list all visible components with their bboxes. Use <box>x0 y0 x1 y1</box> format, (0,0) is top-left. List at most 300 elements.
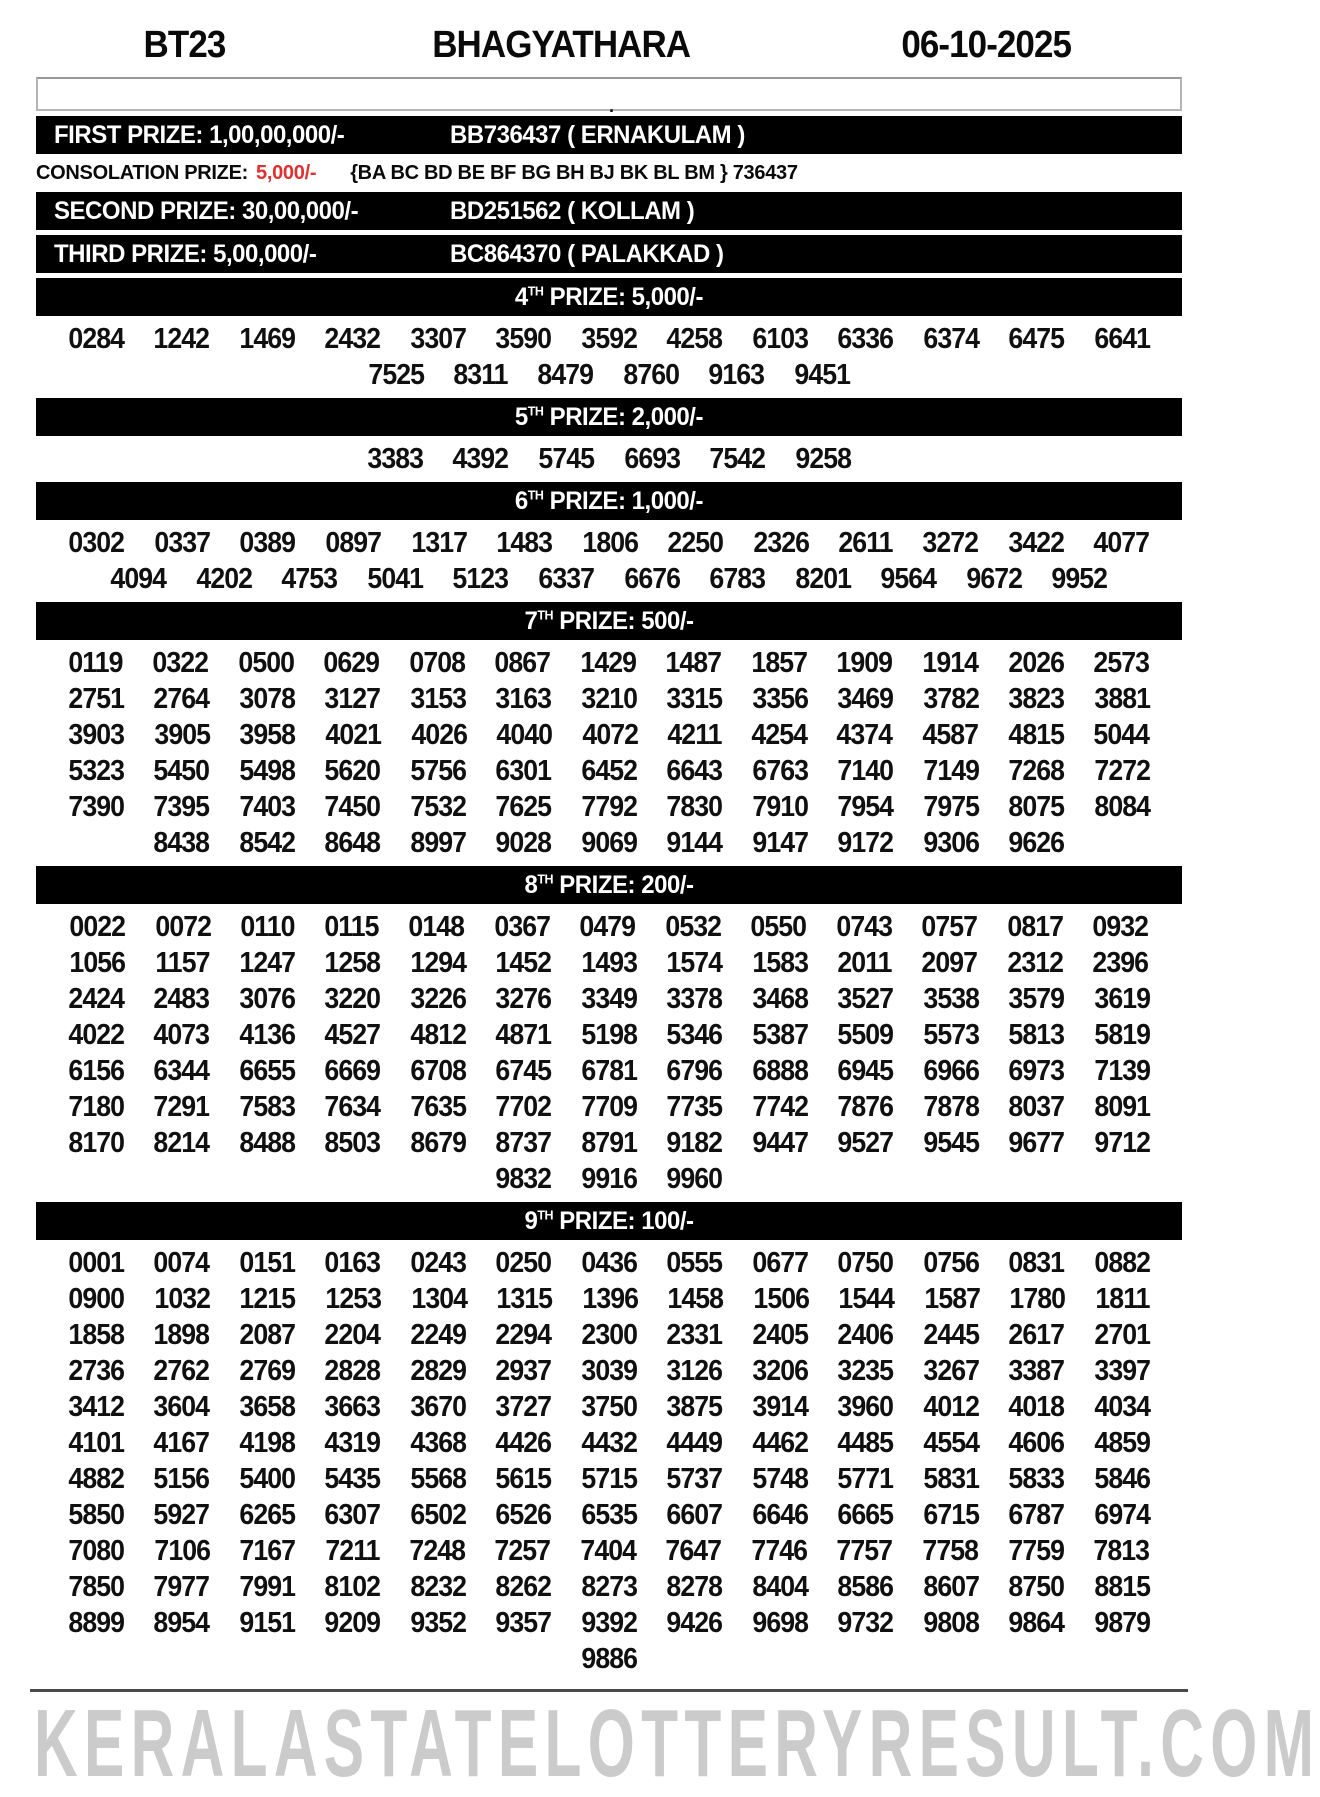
prize-number: 4368 <box>410 1427 466 1459</box>
prize-number: 8479 <box>537 359 594 391</box>
consolation-row <box>36 159 1182 187</box>
prize-number: 3750 <box>581 1391 637 1423</box>
prize-number: 6693 <box>623 443 680 475</box>
prize-number: 2326 <box>752 527 809 559</box>
prize-number-row <box>0 1569 1218 1605</box>
prize-number: 7140 <box>837 755 894 787</box>
prize-number-row <box>0 681 1218 717</box>
prize-number: 4554 <box>923 1427 979 1459</box>
prize-section-title: 9TH PRIZE: 100/- <box>524 1206 694 1235</box>
prize-number: 3307 <box>410 323 466 355</box>
prize-number: 8542 <box>239 827 295 859</box>
prize-number: 1258 <box>324 947 381 979</box>
prize-number: 9426 <box>666 1607 723 1639</box>
prize-number: 1458 <box>667 1283 724 1315</box>
prize-number-row <box>0 981 1218 1017</box>
prize-number: 4021 <box>325 719 382 751</box>
prize-number: 0750 <box>837 1247 894 1279</box>
prize-number: 3823 <box>1008 683 1065 715</box>
prize-number: 3412 <box>68 1391 124 1423</box>
prize-number: 1294 <box>410 947 466 979</box>
prize-number: 5041 <box>367 563 424 595</box>
prize-number: 1858 <box>68 1319 124 1351</box>
prize-number: 0817 <box>1007 911 1063 943</box>
prize-number: 2483 <box>153 983 210 1015</box>
prize-number: 1780 <box>1009 1283 1066 1315</box>
prize-number: 9069 <box>581 827 637 859</box>
prize-number: 5715 <box>581 1463 637 1495</box>
prize-number: 9564 <box>880 563 937 595</box>
prize-number: 8737 <box>495 1127 552 1159</box>
prize-number: 3590 <box>495 323 552 355</box>
prize-number-row <box>0 561 1218 597</box>
prize-number: 7257 <box>494 1535 551 1567</box>
prize-number-row <box>0 1641 1218 1677</box>
prize-number: 4392 <box>452 443 509 475</box>
prize-number: 3604 <box>153 1391 210 1423</box>
prize-number: 0532 <box>665 911 721 943</box>
prize-number-row <box>0 1353 1218 1389</box>
prize-section-header-6th <box>36 482 1182 520</box>
prize-number: 7149 <box>923 755 979 787</box>
prize-number: 8091 <box>1094 1091 1150 1123</box>
prize-number: 0555 <box>666 1247 723 1279</box>
prize-number: 2432 <box>324 323 381 355</box>
prize-number: 5748 <box>752 1463 808 1495</box>
prize-number: 7977 <box>153 1571 210 1603</box>
prize-number: 1857 <box>751 647 808 679</box>
prize-number: 3078 <box>239 683 295 715</box>
prize-number: 2424 <box>68 983 124 1015</box>
prize-number: 0022 <box>69 911 126 943</box>
prize-number-row <box>0 825 1218 861</box>
prize-number: 8311 <box>453 359 508 391</box>
prize-number: 3163 <box>495 683 552 715</box>
prize-number: 8214 <box>153 1127 210 1159</box>
prize-number: 6502 <box>410 1499 466 1531</box>
prize-number: 4040 <box>496 719 553 751</box>
prize-number: 4072 <box>581 719 638 751</box>
prize-number: 6655 <box>239 1055 295 1087</box>
prize-number: 2405 <box>752 1319 808 1351</box>
prize-number: 4077 <box>1093 527 1150 559</box>
prize-number: 8075 <box>1008 791 1065 823</box>
prize-number: 0322 <box>152 647 209 679</box>
prize-number: 9306 <box>923 827 979 859</box>
prize-number: 3881 <box>1094 683 1150 715</box>
prize-number: 9182 <box>666 1127 723 1159</box>
prize-number: 0436 <box>581 1247 637 1279</box>
prize-number: 5615 <box>495 1463 552 1495</box>
prize-number: 7758 <box>922 1535 979 1567</box>
prize-number: 0119 <box>68 647 124 679</box>
prize-number: 4449 <box>666 1427 723 1459</box>
prize-number: 9028 <box>495 827 552 859</box>
prize-number: 7395 <box>153 791 210 823</box>
prize-number: 4018 <box>1008 1391 1065 1423</box>
prize-number: 0897 <box>325 527 382 559</box>
prize-number: 6301 <box>495 755 552 787</box>
prize-number: 7954 <box>837 791 894 823</box>
prize-number: 6781 <box>581 1055 637 1087</box>
prize-number: 6344 <box>153 1055 210 1087</box>
prize-number: 1898 <box>153 1319 210 1351</box>
prize-number: 0001 <box>68 1247 124 1279</box>
prize-number: 3875 <box>666 1391 723 1423</box>
prize-number: 1247 <box>239 947 295 979</box>
prize-number: 4527 <box>324 1019 381 1051</box>
prize-number: 4462 <box>752 1427 808 1459</box>
prize-number: 4432 <box>581 1427 637 1459</box>
prize-sections <box>0 278 1218 1677</box>
prize-number: 2736 <box>68 1355 124 1387</box>
prize-number: 3383 <box>367 443 424 475</box>
prize-number: 2097 <box>921 947 978 979</box>
prize-number: 8404 <box>752 1571 808 1603</box>
prize-number: 4026 <box>410 719 467 751</box>
prize-number-row <box>0 1389 1218 1425</box>
prize-number: 9864 <box>1008 1607 1065 1639</box>
prize-number: 1811 <box>1094 1283 1150 1315</box>
prize-number: 1215 <box>239 1283 296 1315</box>
prize-number: 9357 <box>495 1607 552 1639</box>
prize-number: 8607 <box>923 1571 979 1603</box>
prize-number: 5819 <box>1094 1019 1150 1051</box>
prize-number: 3356 <box>752 683 808 715</box>
dot-mark: . <box>609 96 615 116</box>
prize-number: 0757 <box>921 911 978 943</box>
prize-number: 7211 <box>325 1535 380 1567</box>
prize-number: 7792 <box>581 791 637 823</box>
prize-number: 9672 <box>965 563 1022 595</box>
prize-number: 8648 <box>324 827 381 859</box>
prize-number: 3469 <box>837 683 894 715</box>
prize-number: 5833 <box>1008 1463 1065 1495</box>
prize-number: 3397 <box>1094 1355 1150 1387</box>
third-prize-bar <box>36 235 1182 273</box>
prize-number: 0882 <box>1094 1247 1150 1279</box>
prize-number: 1315 <box>496 1283 553 1315</box>
prize-number: 9147 <box>752 827 808 859</box>
prize-number: 0110 <box>240 911 295 943</box>
prize-number: 6337 <box>538 563 595 595</box>
prize-number: 6307 <box>324 1499 381 1531</box>
prize-number: 9879 <box>1094 1607 1150 1639</box>
prize-number: 8438 <box>153 827 210 859</box>
prize-number: 9960 <box>666 1163 723 1195</box>
prize-number: 3378 <box>666 983 723 1015</box>
prize-number: 2406 <box>837 1319 894 1351</box>
prize-number: 1583 <box>752 947 808 979</box>
prize-number: 4094 <box>110 563 167 595</box>
prize-number: 5323 <box>68 755 124 787</box>
lottery-name: BHAGYATHARA <box>432 24 691 66</box>
prize-number: 0629 <box>323 647 380 679</box>
prize-number: 0932 <box>1092 911 1149 943</box>
prize-number: 4167 <box>153 1427 210 1459</box>
prize-number: 4198 <box>239 1427 295 1459</box>
prize-number-row <box>0 1161 1218 1197</box>
prize-number: 1493 <box>581 947 637 979</box>
prize-number-row <box>0 1281 1218 1317</box>
prize-number: 3206 <box>752 1355 808 1387</box>
prize-number: 2294 <box>495 1319 552 1351</box>
prize-number: 6676 <box>623 563 680 595</box>
prize-number: 7635 <box>410 1091 466 1123</box>
prize-number: 3658 <box>239 1391 295 1423</box>
prize-number: 9545 <box>923 1127 979 1159</box>
prize-number: 0708 <box>409 647 466 679</box>
prize-number: 4859 <box>1094 1427 1150 1459</box>
prize-number: 6796 <box>666 1055 723 1087</box>
prize-number: 4258 <box>666 323 723 355</box>
prize-number: 9732 <box>837 1607 894 1639</box>
prize-section-header-4th <box>36 278 1182 316</box>
prize-number: 0284 <box>68 323 124 355</box>
prize-number: 1396 <box>581 1283 638 1315</box>
prize-number-row <box>0 645 1218 681</box>
prize-number: 5771 <box>837 1463 894 1495</box>
prize-number: 4587 <box>922 719 979 751</box>
prize-number: 6787 <box>1008 1499 1065 1531</box>
prize-section-header-9th <box>36 1202 1182 1240</box>
prize-section-title: 7TH PRIZE: 500/- <box>524 606 694 635</box>
prize-number: 2250 <box>667 527 724 559</box>
prize-number: 6336 <box>837 323 894 355</box>
prize-number: 4753 <box>281 563 338 595</box>
prize-number: 6974 <box>1094 1499 1150 1531</box>
prize-number: 7106 <box>154 1535 211 1567</box>
first-prize-winner: BB736437 ( ERNAKULAM ) <box>450 120 745 149</box>
prize-number: 7272 <box>1094 755 1150 787</box>
prize-number-row <box>0 1425 1218 1461</box>
prize-number: 9626 <box>1008 827 1065 859</box>
prize-number: 7991 <box>239 1571 295 1603</box>
prize-number: 6745 <box>495 1055 552 1087</box>
prize-number: 0756 <box>923 1247 979 1279</box>
prize-number: 5737 <box>666 1463 723 1495</box>
prize-number: 8899 <box>68 1607 124 1639</box>
prize-number: 4101 <box>68 1427 124 1459</box>
prize-number: 2300 <box>581 1319 637 1351</box>
prize-number: 5044 <box>1093 719 1150 751</box>
prize-number: 2617 <box>1008 1319 1065 1351</box>
prize-number: 0074 <box>153 1247 210 1279</box>
prize-number: 9916 <box>581 1163 637 1195</box>
prize-number: 8488 <box>239 1127 295 1159</box>
prize-number: 3276 <box>495 983 552 1015</box>
prize-number: 3422 <box>1007 527 1064 559</box>
prize-number: 3782 <box>923 683 979 715</box>
prize-number: 7742 <box>752 1091 808 1123</box>
prize-number: 7634 <box>324 1091 381 1123</box>
prize-number: 7583 <box>239 1091 295 1123</box>
prize-number: 7757 <box>836 1535 893 1567</box>
prize-number: 3960 <box>837 1391 894 1423</box>
prize-number: 6888 <box>752 1055 808 1087</box>
prize-number: 3315 <box>666 683 723 715</box>
prize-number: 3670 <box>410 1391 466 1423</box>
prize-number: 5745 <box>538 443 595 475</box>
prize-number: 1304 <box>410 1283 467 1315</box>
prize-number: 3468 <box>752 983 808 1015</box>
prize-number: 3349 <box>581 983 637 1015</box>
prize-number: 5435 <box>324 1463 381 1495</box>
prize-number: 5573 <box>923 1019 979 1051</box>
prize-number: 4012 <box>923 1391 979 1423</box>
prize-number: 6715 <box>923 1499 979 1531</box>
prize-number: 6452 <box>581 755 637 787</box>
second-prize-bar <box>36 192 1182 230</box>
prize-number: 3903 <box>68 719 125 751</box>
prize-number: 7403 <box>239 791 295 823</box>
prize-number: 9677 <box>1008 1127 1065 1159</box>
prize-number-row <box>0 1125 1218 1161</box>
prize-number: 0243 <box>410 1247 466 1279</box>
prize-number: 3905 <box>154 719 211 751</box>
prize-number: 2312 <box>1007 947 1063 979</box>
prize-number: 6374 <box>923 323 979 355</box>
prize-number: 3220 <box>324 983 381 1015</box>
prize-number: 9392 <box>581 1607 637 1639</box>
prize-number: 8791 <box>581 1127 637 1159</box>
prize-number: 6646 <box>752 1499 808 1531</box>
third-prize-winner: BC864370 ( PALAKKAD ) <box>450 239 724 268</box>
prize-number: 2087 <box>239 1319 295 1351</box>
prize-number: 9151 <box>239 1607 295 1639</box>
prize-number: 5509 <box>837 1019 894 1051</box>
prize-number: 7709 <box>581 1091 637 1123</box>
prize-number: 6966 <box>923 1055 979 1087</box>
prize-number: 6526 <box>495 1499 552 1531</box>
prize-number: 0479 <box>579 911 636 943</box>
prize-number-row <box>0 945 1218 981</box>
prize-number: 9352 <box>410 1607 466 1639</box>
prize-number: 7532 <box>410 791 466 823</box>
prize-section-header-7th <box>36 602 1182 640</box>
prize-number: 7542 <box>709 443 766 475</box>
prize-number: 0163 <box>324 1247 381 1279</box>
prize-number: 8084 <box>1094 791 1150 823</box>
prize-number: 2937 <box>495 1355 552 1387</box>
prize-number: 0900 <box>68 1283 125 1315</box>
prize-number-row <box>0 1605 1218 1641</box>
prize-number: 0115 <box>324 911 379 943</box>
prize-number: 7625 <box>495 791 552 823</box>
prize-number: 4211 <box>667 719 722 751</box>
prize-number: 7830 <box>666 791 723 823</box>
prize-number: 4815 <box>1007 719 1064 751</box>
prize-number: 1909 <box>836 647 893 679</box>
prize-number: 4871 <box>495 1019 552 1051</box>
prize-number: 6641 <box>1094 323 1150 355</box>
prize-number: 9712 <box>1094 1127 1150 1159</box>
draw-date: 06-10-2025 <box>900 24 1071 66</box>
prize-number: 8997 <box>410 827 466 859</box>
prize-number: 8679 <box>410 1127 466 1159</box>
prize-number: 2769 <box>239 1355 295 1387</box>
prize-number: 3727 <box>495 1391 552 1423</box>
prize-number: 1914 <box>922 647 979 679</box>
prize-number: 7759 <box>1007 1535 1064 1567</box>
prize-number: 7813 <box>1093 1535 1150 1567</box>
prize-number: 9447 <box>752 1127 808 1159</box>
prize-section-header-8th <box>36 866 1182 904</box>
prize-number: 7404 <box>580 1535 637 1567</box>
prize-number: 1483 <box>496 527 553 559</box>
prize-section-title: 8TH PRIZE: 200/- <box>524 870 694 899</box>
prize-number: 1469 <box>239 323 295 355</box>
prize-number: 8760 <box>623 359 679 391</box>
prize-number: 1452 <box>495 947 552 979</box>
prize-number-row <box>0 1497 1218 1533</box>
prize-number: 1806 <box>581 527 638 559</box>
third-prize-label: THIRD PRIZE: 5,00,000/- <box>54 239 317 268</box>
prize-number: 9698 <box>752 1607 808 1639</box>
prize-number: 5846 <box>1094 1463 1150 1495</box>
prize-number: 8201 <box>794 563 851 595</box>
prize-number: 6156 <box>68 1055 124 1087</box>
prize-number: 2331 <box>666 1319 723 1351</box>
prize-number: 4136 <box>239 1019 295 1051</box>
prize-number: 6475 <box>1008 323 1065 355</box>
prize-number: 5450 <box>153 755 210 787</box>
prize-number: 2011 <box>837 947 892 979</box>
prize-number: 3592 <box>581 323 637 355</box>
prize-number: 8815 <box>1094 1571 1150 1603</box>
prize-number: 7180 <box>68 1091 124 1123</box>
prize-number: 8586 <box>837 1571 894 1603</box>
prize-number-row <box>0 1089 1218 1125</box>
prize-number: 0831 <box>1008 1247 1065 1279</box>
prize-number: 5387 <box>752 1019 808 1051</box>
prize-number: 0389 <box>239 527 296 559</box>
prize-number: 7525 <box>368 359 424 391</box>
prize-number: 3958 <box>239 719 296 751</box>
prize-number: 7850 <box>68 1571 124 1603</box>
prize-number: 6783 <box>709 563 766 595</box>
prize-number: 1506 <box>752 1283 809 1315</box>
prize-number: 7080 <box>68 1535 125 1567</box>
prize-number: 2828 <box>324 1355 381 1387</box>
prize-number: 9451 <box>794 359 850 391</box>
prize-number: 4426 <box>495 1427 552 1459</box>
prize-number: 0151 <box>239 1247 295 1279</box>
consolation-series: {BA BC BD BE BF BG BH BJ BK BL BM } 736437 <box>350 161 798 184</box>
prize-number: 1253 <box>325 1283 382 1315</box>
prize-number: 3210 <box>581 683 637 715</box>
prize-number: 9886 <box>581 1643 637 1675</box>
prize-number: 3272 <box>922 527 979 559</box>
prize-number: 1487 <box>665 647 722 679</box>
prize-section-header-5th <box>36 398 1182 436</box>
prize-number: 4882 <box>68 1463 124 1495</box>
prize-number-row <box>0 1053 1218 1089</box>
prize-number: 0148 <box>408 911 465 943</box>
prize-number: 7167 <box>239 1535 296 1567</box>
prize-number: 3126 <box>666 1355 723 1387</box>
prize-number: 9808 <box>923 1607 979 1639</box>
prize-number: 9172 <box>837 827 894 859</box>
prize-number: 1587 <box>924 1283 980 1315</box>
prize-number: 9832 <box>495 1163 552 1195</box>
prize-number-row <box>0 1533 1218 1569</box>
prize-number: 8102 <box>324 1571 381 1603</box>
lottery-code: BT23 <box>143 24 226 66</box>
prize-number: 0500 <box>238 647 294 679</box>
prize-number: 6763 <box>752 755 808 787</box>
prize-number: 0743 <box>836 911 892 943</box>
